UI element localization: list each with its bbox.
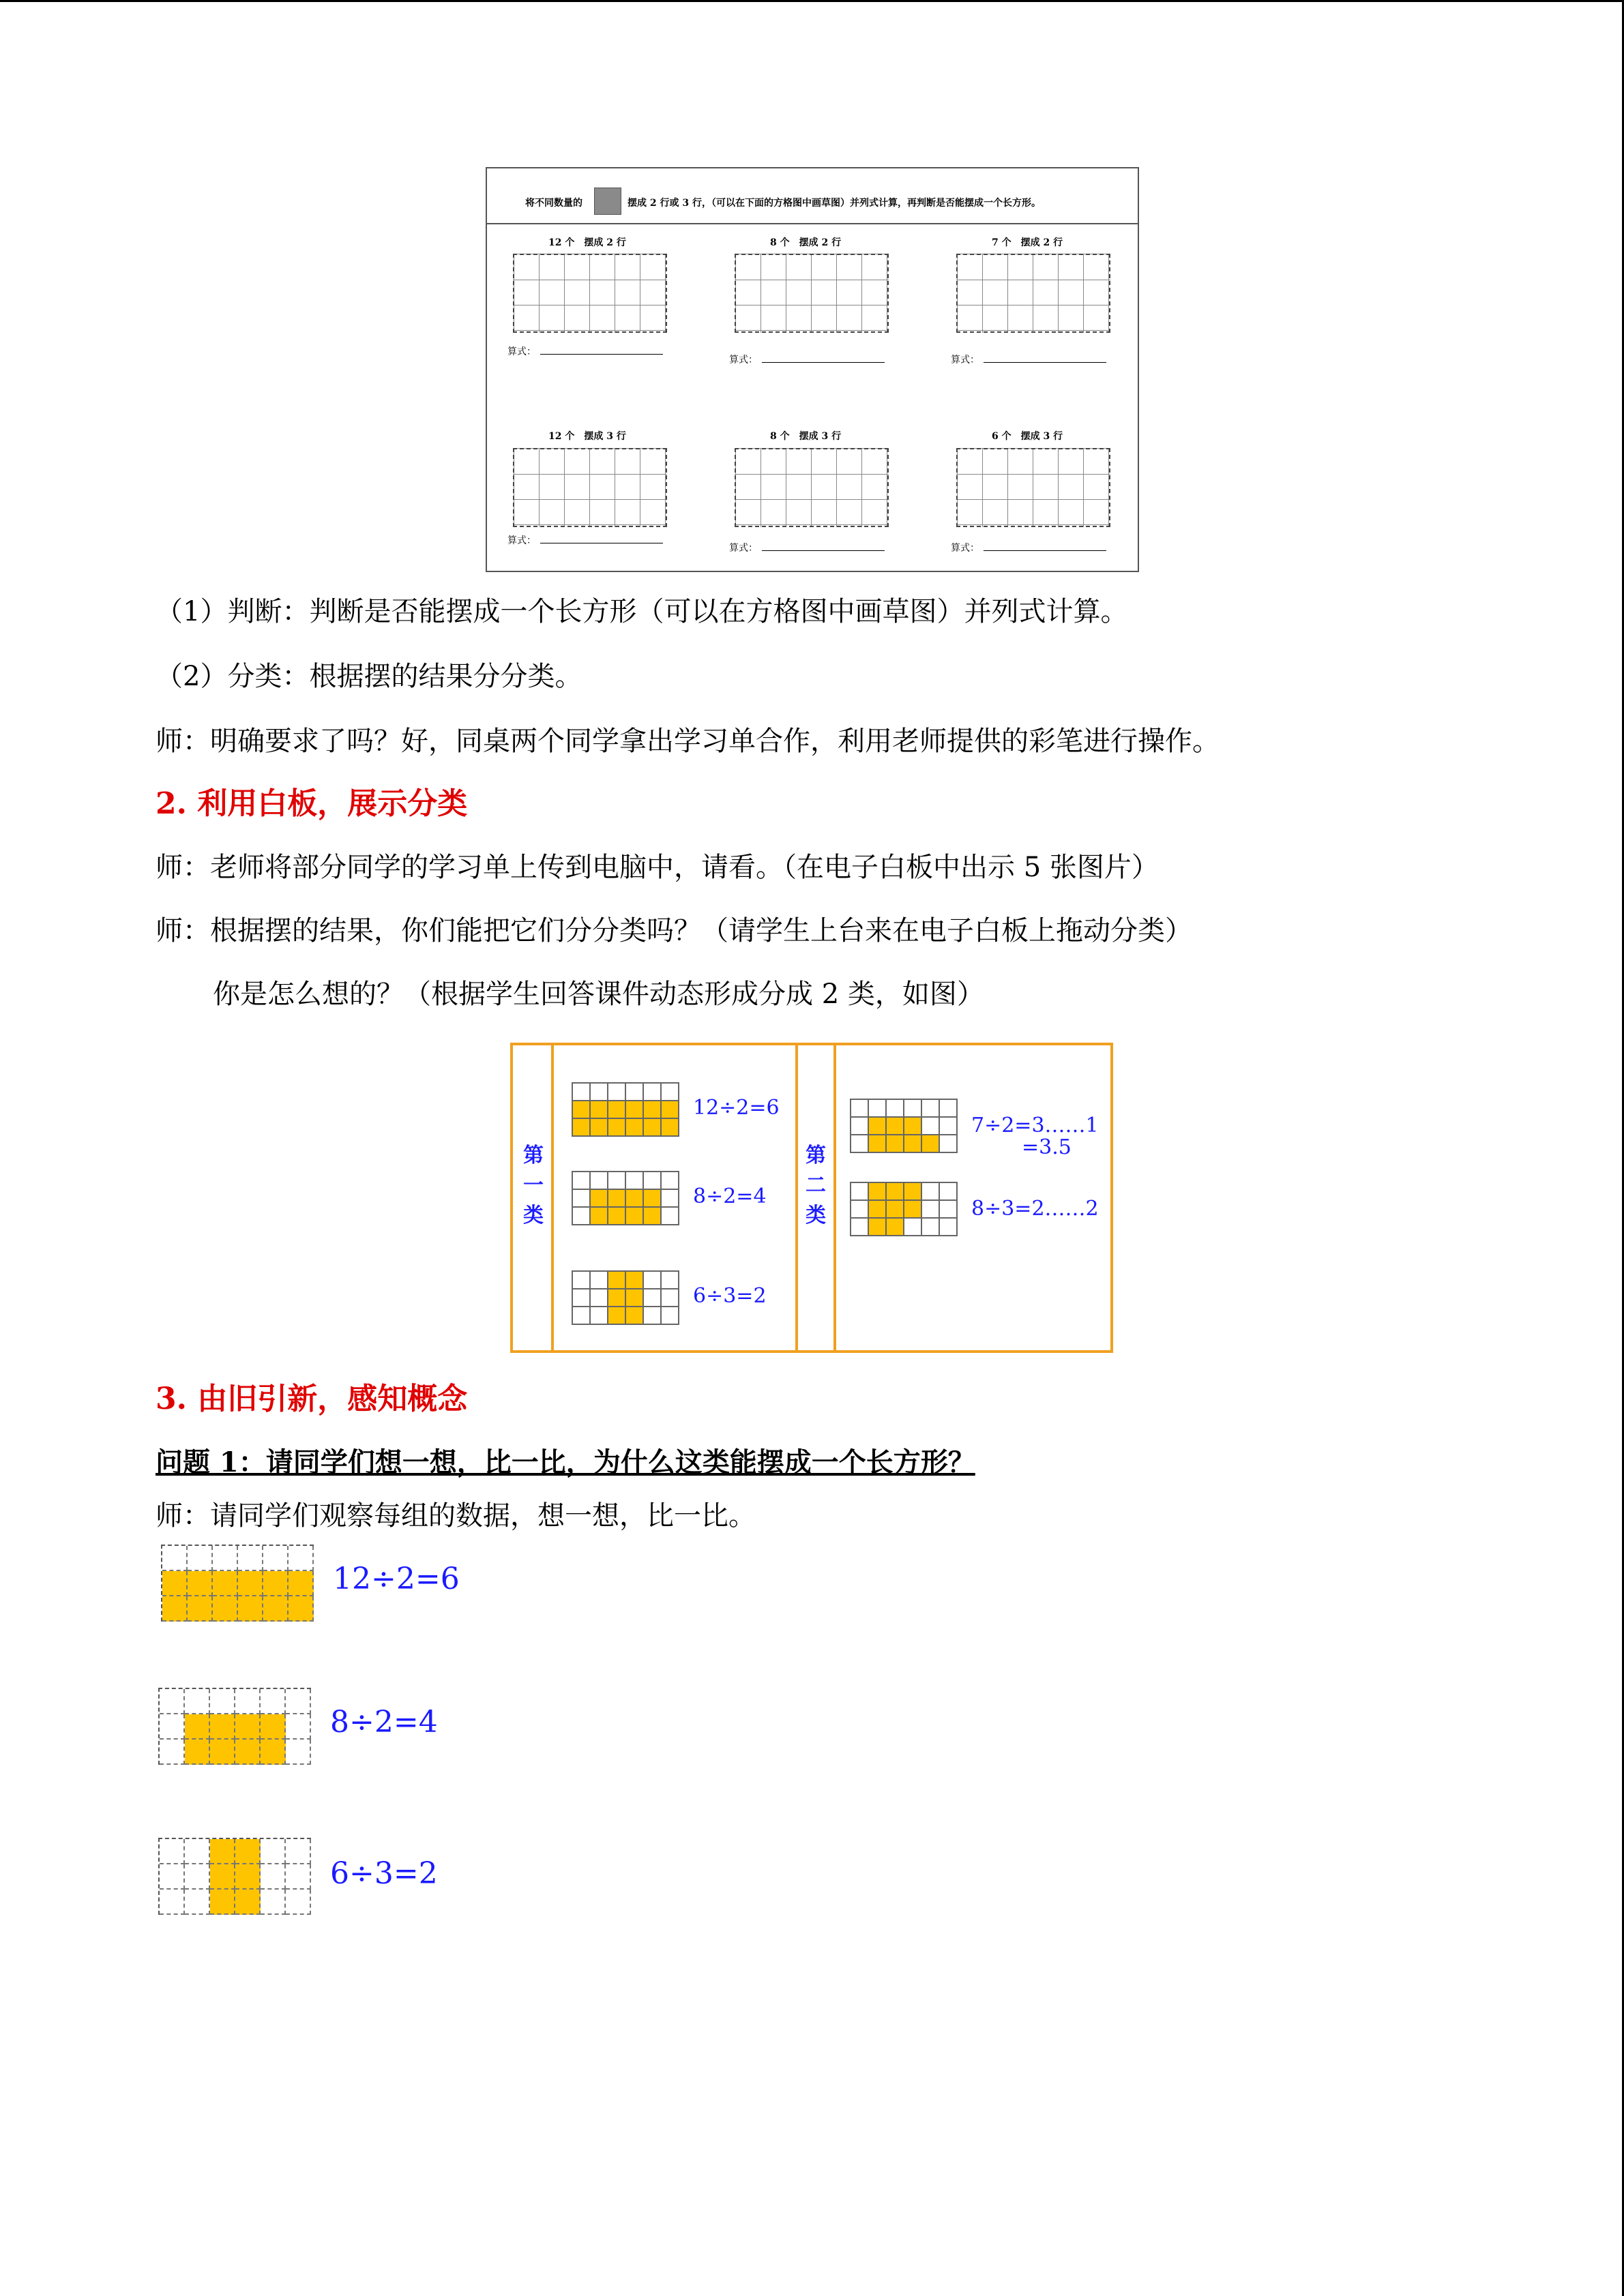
ws-formula: 算式： — [951, 353, 1106, 366]
grid-12-by-2 — [572, 1082, 679, 1137]
paragraph-teacher-4: 师：请同学们观察每组的数据，想一想，比一比。 — [156, 1500, 756, 1532]
paragraph-question: 你是怎么想的？（根据学生回答课件动态形成分成 2 类，如图） — [213, 979, 984, 1010]
equation: 8÷3=2……2 — [971, 1197, 1099, 1221]
paragraph-teacher-1: 师：明确要求了吗？好，同桌两个同学拿出学习单合作，利用老师提供的彩笔进行操作。 — [156, 726, 1220, 757]
example-grid-6-by-3 — [158, 1838, 311, 1915]
divider — [551, 1045, 554, 1350]
paragraph-classify: （2）分类：根据摆的结果分分类。 — [156, 661, 582, 692]
category-2-label: 第 二 类 — [806, 1144, 826, 1227]
ws-dotted-grid — [513, 254, 667, 333]
divider — [833, 1045, 836, 1350]
divider — [795, 1045, 798, 1350]
ws-cell-label: 12 个 摆成 3 行 — [548, 431, 626, 442]
example-equation: 12÷2=6 — [333, 1562, 460, 1596]
ws-formula: 算式： — [507, 344, 663, 358]
ws-dotted-grid — [956, 448, 1110, 527]
example-equation: 8÷2=4 — [330, 1705, 438, 1740]
section-heading-3: 3. 由旧引新，感知概念 — [156, 1382, 468, 1416]
paragraph-teacher-3: 师：根据摆的结果，你们能把它们分分类吗？（请学生上台来在电子白板上拖动分类） — [156, 915, 1192, 946]
grid-6-by-3 — [572, 1270, 679, 1325]
gray-square-icon — [594, 188, 621, 215]
ws-cell-label: 7 个 摆成 2 行 — [992, 237, 1063, 248]
ws-dotted-grid — [513, 448, 667, 527]
example-equation: 6÷3=2 — [330, 1856, 438, 1891]
ws-cell-label: 8 个 摆成 3 行 — [770, 431, 842, 442]
worksheet-instruction-b: 摆成 2 行或 3 行，（可以在下面的方格图中画草图）并列式计算，再判断是否能摆成一个长方形。 — [628, 198, 1041, 209]
section-heading-2: 2. 利用白板，展示分类 — [156, 786, 468, 821]
ws-formula: 算式： — [507, 533, 663, 547]
example-grid-8-by-2 — [158, 1688, 311, 1765]
ws-dotted-grid — [735, 448, 889, 527]
grid-8-by-3 — [850, 1182, 958, 1236]
equation: 6÷3=2 — [693, 1284, 767, 1308]
worksheet-header — [487, 168, 1138, 224]
category-panel — [510, 1043, 1113, 1353]
equation: 12÷2=6 — [693, 1096, 780, 1120]
grid-8-by-2 — [572, 1171, 679, 1225]
ws-dotted-grid — [956, 254, 1110, 333]
ws-formula: 算式： — [951, 541, 1106, 554]
question-1: 问题 1：请同学们想一想，比一比，为什么这类能摆成一个长方形？ — [156, 1446, 975, 1478]
equation: 8÷2=4 — [693, 1184, 767, 1208]
ws-dotted-grid — [735, 254, 889, 333]
ws-cell-label: 8 个 摆成 2 行 — [770, 237, 842, 248]
ws-cell-label: 12 个 摆成 2 行 — [548, 237, 626, 248]
grid-7-by-2 — [850, 1099, 958, 1153]
worksheet-image — [486, 167, 1139, 572]
equation-decimal: =3.5 — [1022, 1135, 1072, 1159]
worksheet-instruction-a: 将不同数量的 — [525, 198, 582, 209]
paragraph-teacher-2: 师：老师将部分同学的学习单上传到电脑中，请看。（在电子白板中出示 5 张图片） — [156, 852, 1159, 883]
ws-formula: 算式： — [729, 541, 885, 554]
ws-cell-label: 6 个 摆成 3 行 — [992, 431, 1063, 442]
category-1-label: 第 一 类 — [523, 1144, 544, 1227]
example-grid-12-by-2 — [161, 1545, 314, 1622]
ws-formula: 算式： — [729, 353, 885, 366]
paragraph-judge: （1）判断：判断是否能摆成一个长方形（可以在方格图中画草图）并列式计算。 — [156, 596, 1128, 627]
page-top-border — [0, 0, 1624, 2]
equation: 7÷2=3……1 — [971, 1114, 1099, 1137]
